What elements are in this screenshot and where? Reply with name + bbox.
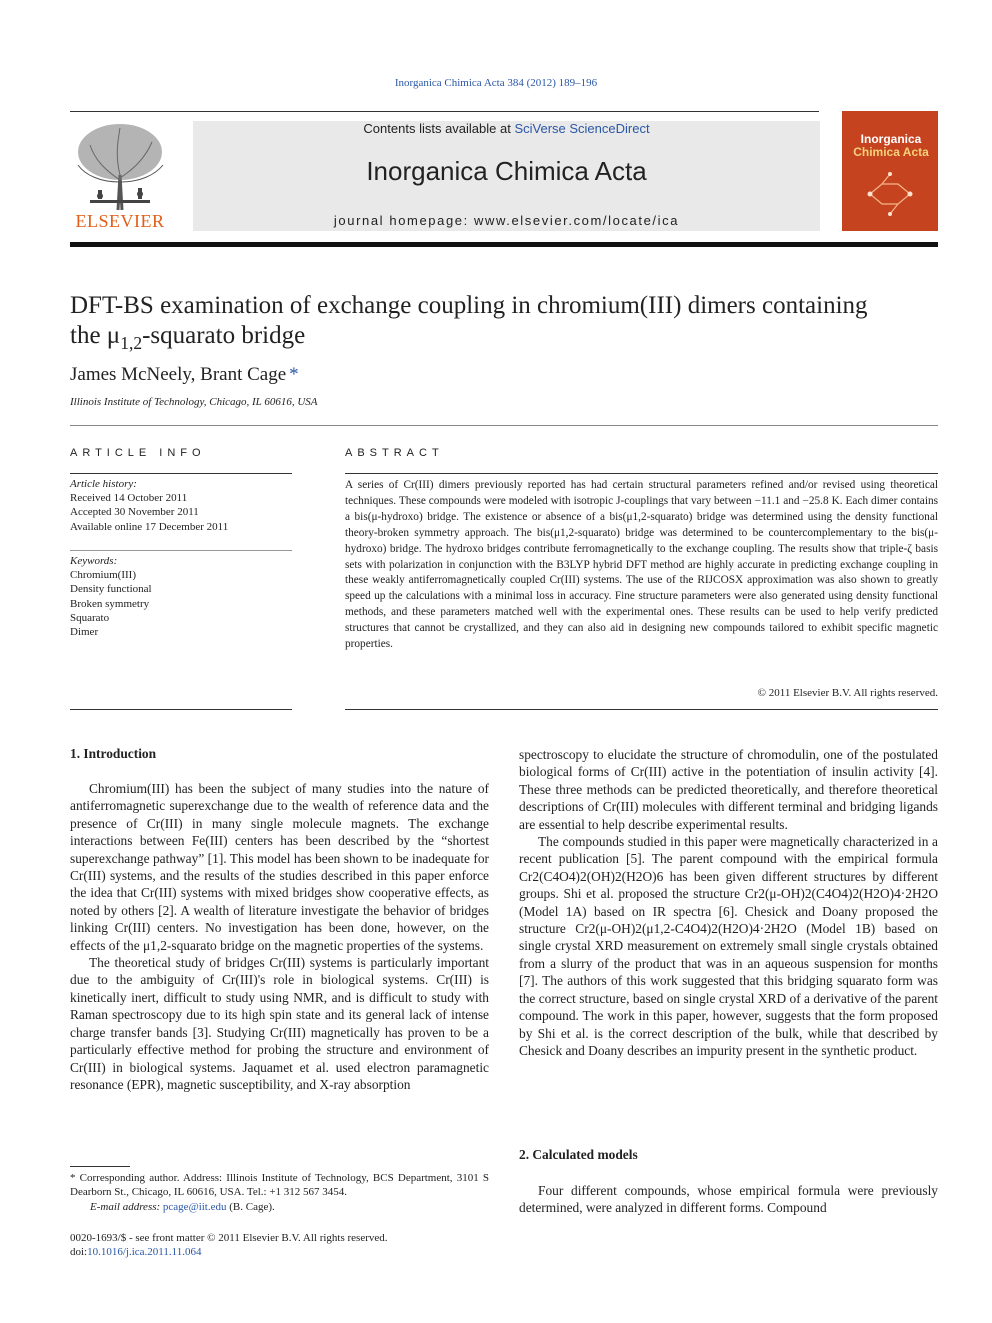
cover-title-line2: Chimica Acta <box>853 145 929 159</box>
sciencedirect-link[interactable]: SciVerse ScienceDirect <box>514 121 650 136</box>
abstract-rule <box>345 473 938 474</box>
journal-cover-image[interactable] <box>842 111 938 231</box>
history-accepted: Accepted 30 November 2011 <box>70 506 199 519</box>
article-info-heading: ARTICLE INFO <box>70 447 206 459</box>
cover-molecule-graphic <box>860 169 920 219</box>
keyword: Squarato <box>70 611 110 624</box>
article-history <box>70 477 292 534</box>
title-line-2: the $\mu_{1,2}$-squarato bridge <box>70 322 306 353</box>
article-info-rule <box>70 473 292 474</box>
section-1-heading: 1. Introduction <box>70 746 157 761</box>
abstract-bottom-rule <box>345 709 938 710</box>
journal-title: Inorganica Chimica Acta <box>366 156 647 186</box>
doi-line: doi:10.1016/j.ica.2011.11.064 <box>70 1246 202 1258</box>
header-rule <box>70 111 819 112</box>
keywords-label: Keywords: <box>70 555 118 567</box>
contents-line <box>193 121 820 136</box>
intro-paragraph-1: Chromium(III) has been the subject of many studies into the nature of antiferromagnetic superexchange due to the wealth of reference data and the presence of Cr(III) in many single molecule magnets. The exchange interactions between Fe(III) centers has been described by the “shortest superexchange pathway” [1]. This model has been shown to be inadequate for Cr(III) systems, and the results of the studies described in this paper enforce the idea that Cr(III) systems with mixed bridges show cooperative effects, as noted by others [2]. A wealth of literature investigate the behavior of bridges linking Cr(III) centers. No investigation has been done, however, on the effects of the μ1,2-squarato bridge on the magnetic properties of the systems. <box>70 781 489 953</box>
corresponding-author-mark[interactable]: * <box>289 364 299 385</box>
keyword: Density functional <box>70 583 152 596</box>
article-info-bottom-rule <box>70 709 292 710</box>
footnote-rule <box>70 1166 130 1167</box>
history-label: Article history: <box>70 478 137 490</box>
authors <box>70 364 299 386</box>
intro-paragraph-2: The theoretical study of bridges Cr(III) systems is particularly important due to the ambiguity of Cr(III)'s role in biological systems. Cr(III) is kinetically inert, difficult to study using NMR, and is difficult to study with Raman spectroscopy due to its high spin state and its general lack of intense charge transfer bands [3]. Studying Cr(III) magnetically has proven to be a particularly effective method for probing the structure and environment of Cr(III) in biological systems. Jaquamet et al. used electron paramagnetic resonance (EPR), magnetic susceptibility, and X-ray absorption <box>70 955 489 1092</box>
keyword: Broken symmetry <box>70 597 150 610</box>
journal-citation[interactable]: Inorganica Chimica Acta 384 (2012) 189–196 <box>394 77 598 89</box>
col2-paragraph-2: The compounds studied in this paper were magnetically characterized in a recent publication [5]. The parent compound with the empirical formula Cr2(C4O4)2(OH)2(H2O)6 has been given different structures by different groups. Shi et al. proposed the structure Cr2(μ-OH)2(C4O4)2(H2O)4·2H2O (Model 1A) based on IR spectra [6]. Chesick and Doany proposed the structure Cr2(μ-OH)2(μ1,2-C4O4)2(H2O)4·2H2O (Model 1B) based on single crystal XRD measurement on extremely small single crystals obtained from a slurry of the product that was in an aqueous suspension for months [7]. The authors of this work suggested that this bridging squarato form was the correct structure, based on single crystal XRD of a derivative of the parent compound. The work in this paper, however, suggests that the form proposed by Shi et al. is the correct description of the bulk, while that described by Chesick and Doany describes an impurity present in the synthetic product. <box>519 834 938 1058</box>
body-column-2-cont <box>519 1182 938 1217</box>
footnote-corresponding: * Corresponding author. Address: Illinois Institute of Technology, BCS Department, 3101 S Dearborn St., Chicago, IL 60616, USA. Tel.: +1 312 567 3454. <box>70 1172 489 1199</box>
keyword: Chromium(III) <box>70 569 136 582</box>
email-link[interactable]: pcage@iit.edu <box>162 1201 227 1213</box>
abstract-heading: ABSTRACT <box>345 447 444 459</box>
affiliation: Illinois Institute of Technology, Chicago, IL 60616, USA <box>70 396 318 408</box>
title-rule <box>70 425 938 426</box>
footnote-email: E-mail address: pcage@iit.edu (B. Cage). <box>90 1201 275 1213</box>
body-column-1 <box>70 780 489 1093</box>
abstract-text: A series of Cr(III) dimers previously reported has had certain structural parameters refined and/or revised using theoretical techniques. These compounds were modeled with isotropic J-couplings that vary between −11.1 and −25.8 K. Each dimer contains a bis(μ-hydroxo) bridge. The existence or absence of a bis(μ1,2-squarato) bridge was determined using the density functional theory-broken symmetry approach. The bis(μ1,2-squarato) bridge was determined to be countercomplementary to the bis(μ-hydroxo) bridge. The hydroxo bridges contribute ferromagnetically to the exchange coupling. The results show that triple-ζ basis sets with polarization in conjunction with the B3LYP hybrid DFT method are highly accurate in predicting exchange coupling in these weakly antiferromagnetically coupled Cr(III) systems. The use of the RIJCOSX approximation was also shown to greatly speed up the calculations with a minimal loss in accuracy. Fine structure parameters were also generated using density functional methods, and these parameters matched well with the experimental ones. These results can be used to help verify predicted structures that cannot be crystallized, and they can also aid in designing new compounds tailored to exhibit specific magnetic properties. <box>345 479 938 651</box>
cover-title-line1: Inorganica <box>860 132 922 146</box>
history-received: Received 14 October 2011 <box>70 492 188 505</box>
body-column-2 <box>519 746 938 1059</box>
models-paragraph-1: Four different compounds, whose empirical formula were previously determined, were analyzed in different forms. Compound <box>519 1183 938 1216</box>
keyword: Dimer <box>70 626 99 639</box>
title-line-1: DFT-BS examination of exchange coupling in chromium(III) dimers containing <box>70 292 868 319</box>
author-names: James McNeely, Brant Cage <box>70 364 287 385</box>
col2-paragraph-1: spectroscopy to elucidate the structure of chromodulin, one of the postulated biological forms of Cr(III) active in the potentiation of insulin activity [4]. These three methods can be predicted theoretically, and therefore theoretical descriptions of Cr(III) molecules with different terminal and bridging ligands are essential to help describe experimental results. <box>519 747 938 832</box>
history-online: Available online 17 December 2011 <box>70 520 229 533</box>
paper-title <box>70 291 938 351</box>
issn-line: 0020-1693/$ - see front matter © 2011 Elsevier B.V. All rights reserved. <box>70 1232 388 1244</box>
section-2-heading: 2. Calculated models <box>519 1147 638 1162</box>
doi-link[interactable]: 10.1016/j.ica.2011.11.064 <box>87 1246 202 1258</box>
header-thick-rule <box>70 242 938 247</box>
journal-homepage[interactable]: journal homepage: www.elsevier.com/locate/ica <box>333 213 680 228</box>
keywords <box>70 554 292 639</box>
contents-prefix: Contents lists available at <box>363 121 515 136</box>
elsevier-logo-text: ELSEVIER <box>75 211 165 231</box>
abstract-copyright: © 2011 Elsevier B.V. All rights reserved. <box>757 687 938 699</box>
keywords-rule <box>70 550 292 551</box>
cover-title <box>846 133 936 159</box>
